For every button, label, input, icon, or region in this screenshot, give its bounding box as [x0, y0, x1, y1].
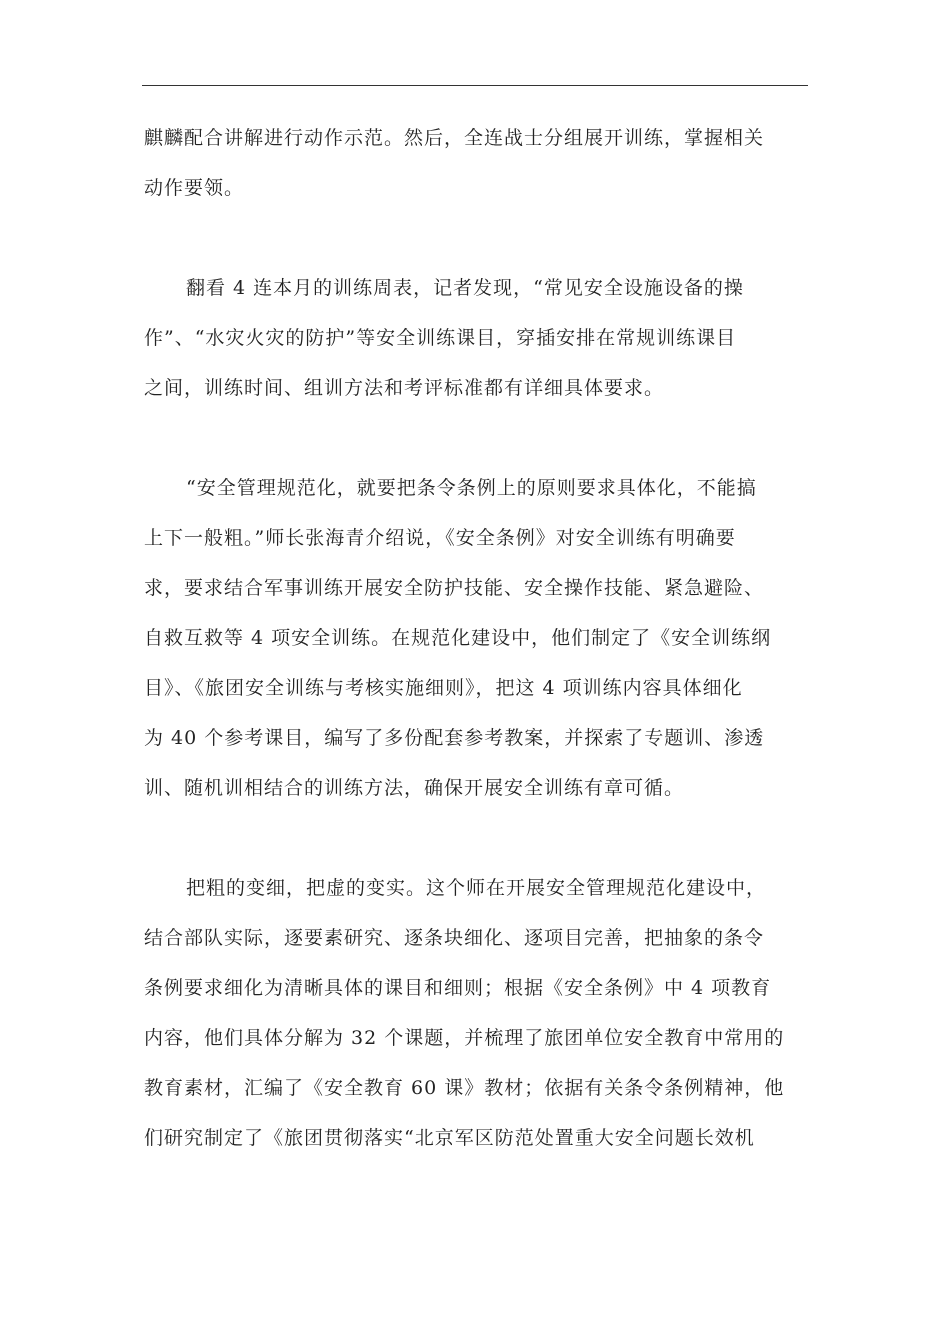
text-line: 教育素材，汇编了《安全教育 60 课》教材；依据有关条令条例精神，他: [144, 1077, 785, 1099]
text-line: 把粗的变细，把虚的变实。这个师在开展安全管理规范化建设中，: [186, 877, 767, 899]
text-line: 麒麟配合讲解进行动作示范。然后，全连战士分组展开训练，掌握相关: [144, 127, 765, 149]
text-line: 翻看 4 连本月的训练周表，记者发现，“常见安全设施设备的操: [186, 277, 744, 299]
paragraph-4: [144, 863, 798, 1163]
text-line: 目》、《旅团安全训练与考核实施细则》，把这 4 项训练内容具体细化: [144, 677, 743, 699]
paragraph-3: [144, 463, 798, 813]
text-line: 训、随机训相结合的训练方法，确保开展安全训练有章可循。: [144, 777, 685, 799]
document-body: [144, 113, 798, 1213]
text-line: 动作要领。: [144, 177, 245, 199]
text-line: 们研究制定了《旅团贯彻落实“北京军区防范处置重大安全问题长效机: [144, 1127, 755, 1149]
text-line: 求，要求结合军事训练开展安全防护技能、安全操作技能、紧急避险、: [144, 577, 765, 599]
text-line: 自救互救等 4 项安全训练。在规范化建设中，他们制定了《安全训练纲: [144, 627, 772, 649]
text-line: “安全管理规范化，就要把条令条例上的原则要求具体化，不能搞: [186, 477, 757, 499]
text-line: 内容，他们具体分解为 32 个课题，并梳理了旅团单位安全教育中常用的: [144, 1027, 785, 1049]
text-line: 作”、“水灾火灾的防护”等安全训练课目，穿插安排在常规训练课目: [144, 327, 737, 349]
paragraph-2: [144, 263, 798, 413]
text-line: 之间，训练时间、组训方法和考评标准都有详细具体要求。: [144, 377, 665, 399]
header-rule: [142, 85, 808, 86]
paragraph-1: [144, 113, 798, 213]
text-line: 为 40 个参考课目，编写了多份配套参考教案，并探索了专题训、渗透: [144, 727, 765, 749]
text-line: 上下一般粗。”师长张海青介绍说，《安全条例》对安全训练有明确要: [144, 527, 736, 549]
text-line: 条例要求细化为清晰具体的课目和细则；根据《安全条例》中 4 项教育: [144, 977, 772, 999]
text-line: 结合部队实际，逐要素研究、逐条块细化、逐项目完善，把抽象的条令: [144, 927, 765, 949]
